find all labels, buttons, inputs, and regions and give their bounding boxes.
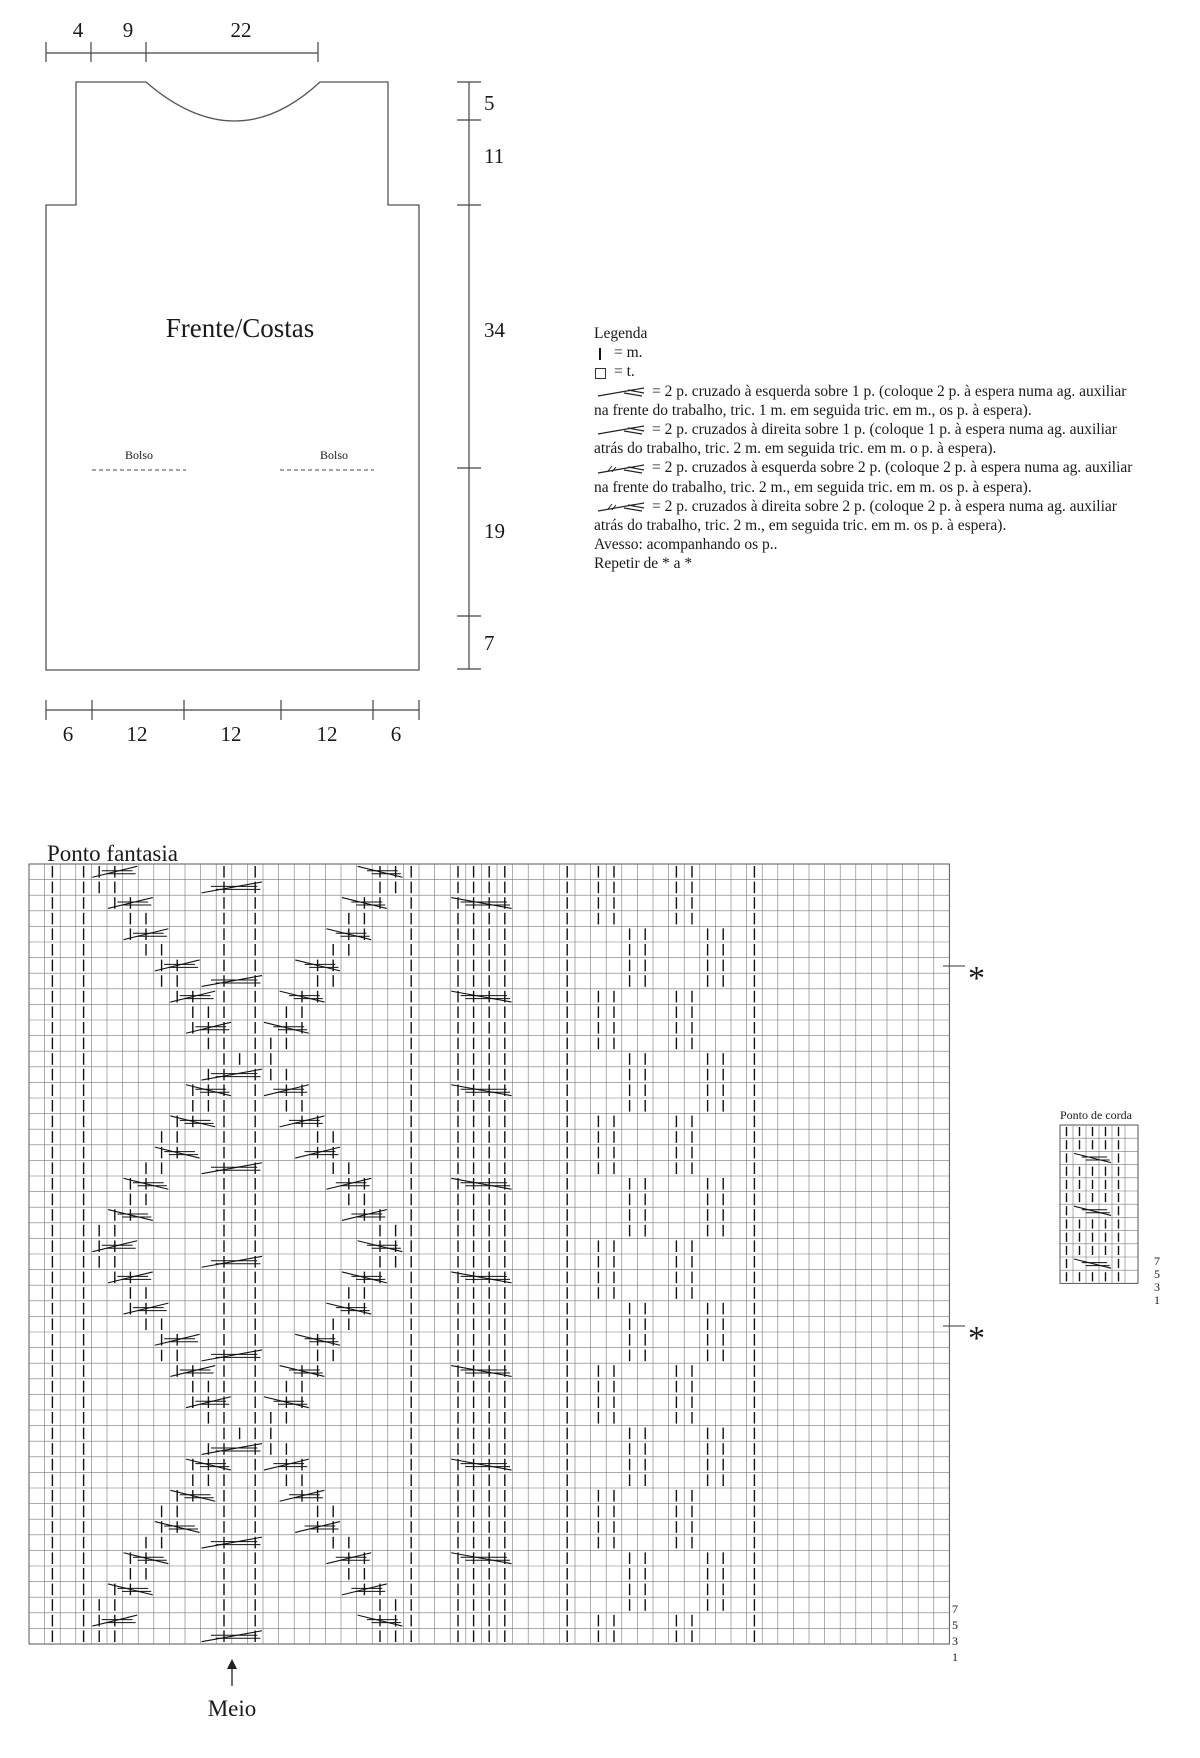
legend-item — [594, 382, 1174, 420]
cable-stitch-chart — [1050, 1105, 1200, 1325]
center-label: Meio — [207, 1696, 257, 1721]
legend-note-repeat: Repetir de * a * — [594, 555, 693, 573]
legend-title: Legenda — [594, 325, 648, 342]
pocket-label-right: Bolso — [319, 448, 349, 462]
legend-item — [594, 362, 1174, 381]
bottom-dim-4: 12 — [316, 722, 338, 746]
top-dim-3: 22 — [230, 18, 252, 42]
legend-item — [594, 420, 1174, 458]
small-chart-title: Ponto de corda — [1060, 1108, 1132, 1122]
main-stitch-chart — [0, 760, 1200, 1750]
small-row-label-5: 5 — [1154, 1267, 1160, 1281]
cross-left-2-over-1-icon — [594, 385, 650, 399]
main-row-label-5: 5 — [952, 1618, 958, 1632]
small-row-label-1: 1 — [1154, 1293, 1160, 1307]
bottom-dim-1: 6 — [62, 722, 74, 746]
small-row-label-7: 7 — [1154, 1254, 1160, 1268]
bottom-dim-2: 12 — [126, 722, 148, 746]
cross-left-2-over-2-icon — [594, 462, 650, 476]
right-dim-2: 11 — [484, 144, 505, 168]
legend-text: = 2 p. cruzados à esquerda sobre 2 p. (coloque 2 p. à espera numa ag. auxiliar — [652, 459, 1133, 477]
repeat-marker-bottom: * — [968, 1320, 985, 1357]
main-row-label-1: 1 — [952, 1650, 958, 1664]
pocket-label-left: Bolso — [124, 448, 154, 462]
top-dim-1: 4 — [72, 18, 84, 42]
center-arrow-icon — [227, 1659, 237, 1686]
cross-right-2-over-1-icon — [594, 423, 650, 437]
legend-text: na frente do trabalho, tric. 2 m., em seguida tric. em m. os p. à espera). — [594, 478, 1032, 496]
small-row-label-3: 3 — [1154, 1280, 1160, 1294]
legend — [594, 324, 1174, 574]
right-dim-4: 19 — [484, 519, 505, 543]
legend-text: = m. — [614, 344, 643, 362]
legend-note-purl-side: Avesso: acompanhando os p.. — [594, 536, 778, 554]
legend-text: na frente do trabalho, tric. 1 m. em seguida tric. em m., os p. à espera). — [594, 401, 1032, 419]
main-chart-title: Ponto fantasia — [47, 841, 178, 866]
legend-item — [594, 343, 1174, 362]
main-row-label-7: 7 — [952, 1602, 958, 1616]
right-dim-3: 34 — [484, 318, 505, 342]
legend-text: atrás do trabalho, tric. 2 m. em seguida tric. em m. o p. à espera). — [594, 440, 997, 458]
cross-right-2-over-2-icon — [594, 500, 650, 514]
legend-text: atrás do trabalho, tric. 2 m., em seguida tric. em m. os p. à espera). — [594, 517, 1007, 535]
piece-label: Frente/Costas — [165, 313, 315, 343]
legend-text: = 2 p. cruzados à direita sobre 2 p. (coloque 2 p. à espera numa ag. auxiliar — [652, 497, 1117, 515]
right-dim-5: 7 — [484, 631, 495, 655]
legend-item — [594, 458, 1174, 496]
legend-text: = 2 p. cruzados à direita sobre 1 p. (coloque 1 p. à espera numa ag. auxiliar — [652, 421, 1117, 439]
repeat-marker-top: * — [968, 960, 985, 997]
legend-items — [594, 343, 1174, 535]
purl-stitch-icon — [594, 366, 612, 380]
bottom-dim-5: 6 — [390, 722, 402, 746]
knit-stitch-icon — [594, 347, 612, 361]
legend-text: = 2 p. cruzado à esquerda sobre 1 p. (coloque 2 p. à espera numa ag. auxiliar — [652, 382, 1127, 400]
right-dim-1: 5 — [484, 91, 495, 115]
garment-outline — [46, 82, 419, 670]
legend-text: = t. — [614, 363, 635, 381]
small-chart-grid — [1060, 1125, 1138, 1283]
bottom-dim-3: 12 — [220, 722, 242, 746]
top-dim-2: 9 — [122, 18, 134, 42]
main-row-label-3: 3 — [952, 1634, 958, 1648]
legend-item — [594, 497, 1174, 535]
